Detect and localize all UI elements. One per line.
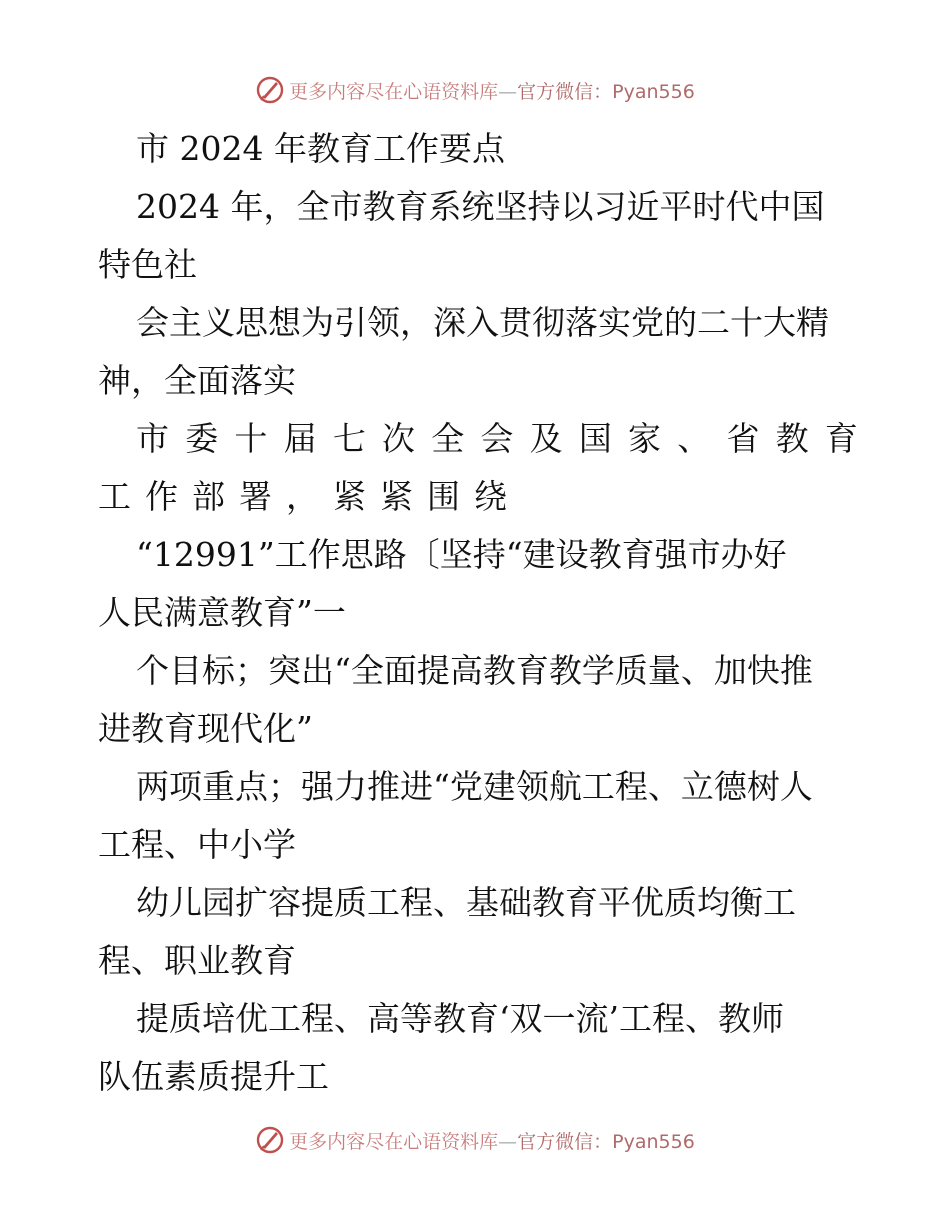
paragraph-line-justified: 市 委 十 届 七 次 全 会 及 国 家 、 省 教 育: [136, 419, 858, 458]
document-body: [98, 120, 858, 1106]
paragraph-line: 幼儿园扩容提质工程、基础教育平优质均衡工: [136, 883, 796, 922]
paragraph-line: “12991”工作思路〔坚持“建设教育强市办好: [136, 535, 787, 574]
quill-logo-icon: [255, 1125, 285, 1155]
paragraph-line: 人民满意教育”一: [98, 593, 346, 632]
paragraph-line: 队伍素质提升工: [98, 1057, 329, 1096]
footer-watermark-banner: [0, 1120, 950, 1160]
paragraph-line: 2024 年，全市教育系统坚持以习近平时代中国: [136, 187, 825, 226]
watermark-text: 更多内容尽在心语资料库—官方微信：Pyan556: [289, 80, 695, 103]
paragraph-line: 神，全面落实: [98, 361, 296, 400]
paragraph-line: 会主义思想为引领，深入贯彻落实党的二十大精: [136, 303, 829, 342]
document-title: 市 2024 年教育工作要点: [136, 129, 505, 168]
watermark-text: 更多内容尽在心语资料库—官方微信：Pyan556: [289, 1130, 695, 1153]
paragraph-line: 工作部署，紧紧围绕: [98, 477, 521, 516]
paragraph-line: 提质培优工程、高等教育‘双一流’工程、教师: [136, 999, 784, 1038]
paragraph-line: 两项重点；强力推进“党建领航工程、立德树人: [136, 767, 813, 806]
paragraph-line: 个目标；突出“全面提高教育教学质量、加快推: [136, 651, 813, 690]
header-watermark-banner: [0, 70, 950, 110]
paragraph-line: 特色社: [98, 245, 197, 284]
paragraph-line: 程、职业教育: [98, 941, 296, 980]
paragraph-line: 工程、中小学: [98, 825, 296, 864]
quill-logo-icon: [255, 75, 285, 105]
paragraph-line: 进教育现代化”: [98, 709, 313, 748]
